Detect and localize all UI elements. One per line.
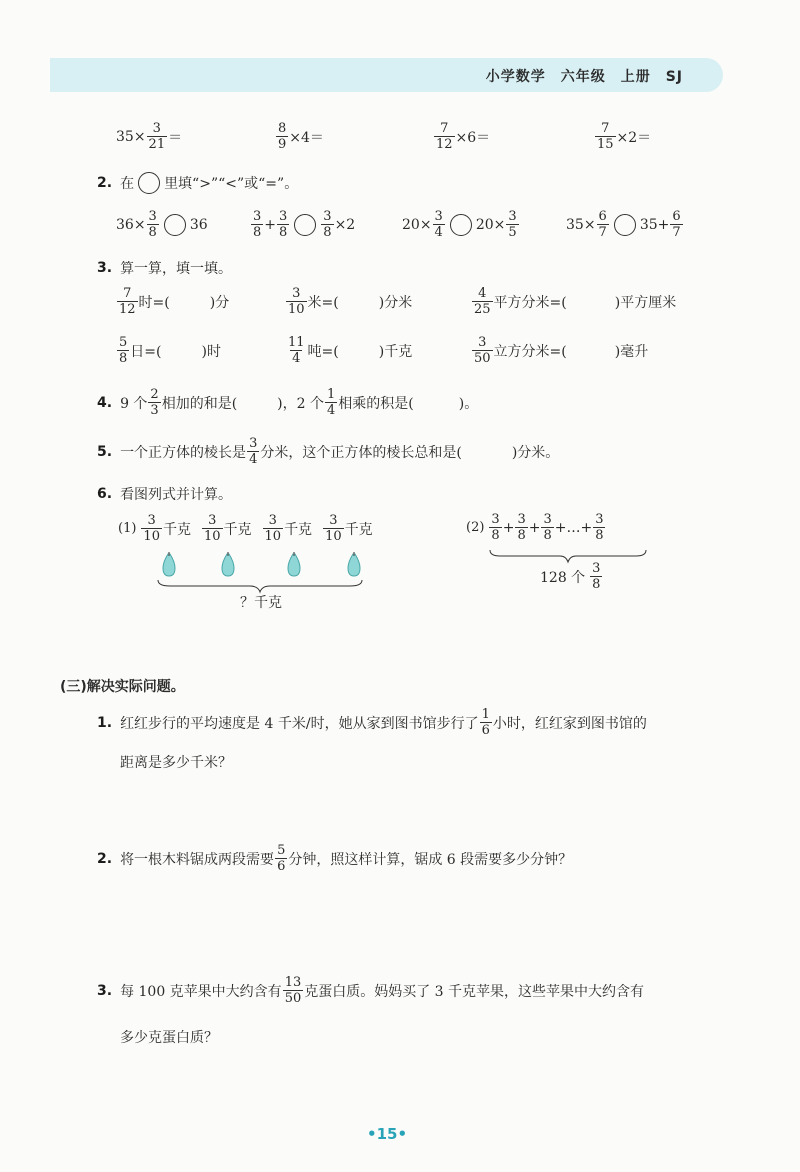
compare-circle[interactable] bbox=[164, 214, 186, 236]
denominator: 7 bbox=[598, 225, 607, 240]
question-number: 2. bbox=[97, 850, 113, 867]
denominator: 10 bbox=[143, 529, 160, 544]
q4-text-3: )，2 个 bbox=[277, 395, 324, 412]
compare-right: 36 bbox=[189, 216, 208, 233]
q6-part2-count bbox=[540, 562, 603, 591]
q4-text-5: )。 bbox=[458, 395, 479, 412]
pear-icon bbox=[163, 552, 175, 576]
fraction bbox=[593, 513, 605, 542]
fraction bbox=[434, 122, 455, 151]
denominator: 10 bbox=[325, 529, 342, 544]
q4-text-1: 9 个 bbox=[120, 395, 148, 412]
q2-text-post: 里填“>”“<”或“=”。 bbox=[164, 176, 299, 192]
total-label: ？千克 bbox=[240, 595, 282, 611]
fraction bbox=[286, 287, 307, 316]
fraction bbox=[283, 976, 304, 1005]
numerator: 1 bbox=[327, 387, 336, 402]
fraction bbox=[275, 844, 287, 873]
numerator: 13 bbox=[284, 975, 302, 990]
compare-item bbox=[250, 210, 355, 239]
numerator: 3 bbox=[147, 513, 156, 528]
question-number: 2. bbox=[97, 175, 113, 191]
numerator: 3 bbox=[253, 209, 262, 224]
denominator: 8 bbox=[517, 528, 526, 543]
calc-2-suffix: ×4＝ bbox=[289, 129, 324, 146]
question-6-title bbox=[97, 484, 232, 504]
header-text: 小学数学 六年级 上册 SJ bbox=[485, 69, 683, 85]
calc-row bbox=[116, 122, 182, 151]
page-number: •15• bbox=[367, 1125, 408, 1143]
q4-text-2: 相加的和是( bbox=[161, 395, 238, 412]
unit-left: 平方分米=( bbox=[493, 294, 567, 311]
fraction bbox=[670, 210, 682, 239]
question-3-title bbox=[97, 258, 232, 278]
compare-item bbox=[402, 210, 520, 239]
unit-label: 千克 bbox=[223, 521, 252, 538]
p1-text-1: 红红步行的平均速度是 4 千米/时，她从家到图书馆步行了 bbox=[120, 715, 479, 732]
denominator: 4 bbox=[292, 351, 301, 366]
q6-part1-labels bbox=[118, 514, 373, 543]
plus-sign: + bbox=[264, 216, 277, 233]
denominator: 50 bbox=[284, 991, 302, 1006]
calc-3-suffix: ×6＝ bbox=[455, 129, 491, 146]
denominator: 21 bbox=[148, 137, 166, 152]
numerator: 3 bbox=[592, 561, 601, 576]
question-number: 6. bbox=[97, 486, 113, 502]
unit-left: 立方分米=( bbox=[493, 343, 567, 360]
conversion-item bbox=[116, 287, 229, 316]
problem-2 bbox=[97, 844, 572, 873]
denominator: 15 bbox=[597, 137, 614, 152]
unit-label: 千克 bbox=[162, 521, 191, 538]
conversion-item bbox=[116, 336, 221, 365]
p3-text-3: 多少克蛋白质？ bbox=[120, 1030, 218, 1046]
fraction bbox=[148, 388, 160, 417]
denominator: 8 bbox=[253, 225, 262, 240]
unit-right: )分 bbox=[209, 294, 230, 311]
p3-text-2: 克蛋白质。妈妈买了 3 千克苹果，这些苹果中大约含有 bbox=[304, 983, 645, 1000]
p3-text-1: 每 100 克苹果中大约含有 bbox=[120, 983, 282, 1000]
denominator: 8 bbox=[491, 528, 500, 543]
unit-label: 千克 bbox=[284, 521, 313, 538]
q5-text-1: 一个正方体的棱长是 bbox=[120, 444, 247, 461]
section-title: (三)解决实际问题。 bbox=[60, 679, 185, 695]
part-label: (1) bbox=[118, 521, 137, 536]
numerator: 7 bbox=[601, 121, 610, 136]
fraction bbox=[277, 210, 289, 239]
denominator: 3 bbox=[150, 403, 159, 418]
q5-text-3: )分米。 bbox=[511, 444, 560, 461]
fraction bbox=[251, 210, 263, 239]
numerator: 3 bbox=[148, 209, 157, 224]
fraction bbox=[472, 287, 493, 316]
conversion-item bbox=[471, 287, 676, 316]
denominator: 8 bbox=[595, 528, 604, 543]
part-label: (2) bbox=[466, 520, 485, 535]
pear-icon bbox=[348, 552, 360, 576]
p2-text-1: 将一根木料锯成两段需要 bbox=[120, 851, 275, 868]
denominator: 6 bbox=[481, 723, 490, 738]
unit-right: )毫升 bbox=[614, 343, 649, 360]
compare-item bbox=[566, 210, 684, 239]
numerator: 3 bbox=[491, 512, 500, 527]
problem-3-line-1 bbox=[97, 976, 644, 1005]
compare-item bbox=[116, 210, 208, 239]
calc-4-suffix: ×2＝ bbox=[616, 129, 652, 146]
calc-row bbox=[594, 122, 651, 151]
denominator: 10 bbox=[203, 529, 221, 544]
fraction bbox=[323, 514, 344, 543]
conversion-item bbox=[285, 287, 412, 316]
fraction bbox=[597, 210, 609, 239]
question-number: 3. bbox=[97, 260, 113, 276]
fraction bbox=[276, 122, 288, 151]
calc-1-prefix: 35× bbox=[116, 128, 146, 145]
numerator: 5 bbox=[119, 335, 128, 350]
compare-left: 20× bbox=[402, 216, 432, 233]
p2-text-2: 分钟，照这样计算，锯成 6 段需要多少分钟？ bbox=[288, 851, 573, 868]
denominator: 5 bbox=[508, 225, 517, 240]
question-2-title bbox=[97, 172, 298, 194]
numerator: 3 bbox=[279, 209, 288, 224]
count-label: 128 个 bbox=[540, 569, 586, 586]
compare-right: 35+ bbox=[639, 216, 670, 233]
conversion-item bbox=[471, 336, 648, 365]
numerator: 7 bbox=[440, 121, 449, 136]
question-number: 1. bbox=[97, 714, 113, 731]
unit-right: )千克 bbox=[378, 343, 413, 360]
fraction bbox=[141, 514, 162, 543]
unit-left: 日=( bbox=[130, 343, 162, 360]
plus-sign: + bbox=[528, 519, 541, 536]
question-number: 3. bbox=[97, 982, 113, 999]
q2-text-pre: 在 bbox=[120, 176, 135, 192]
denominator: 8 bbox=[543, 528, 552, 543]
q6-part2-expression bbox=[466, 513, 606, 542]
numerator: 11 bbox=[288, 335, 305, 350]
fraction bbox=[321, 210, 333, 239]
numerator: 3 bbox=[517, 512, 526, 527]
unit-right: )分米 bbox=[378, 294, 413, 311]
numerator: 8 bbox=[278, 121, 287, 136]
fraction bbox=[202, 514, 223, 543]
numerator: 3 bbox=[434, 209, 443, 224]
fraction bbox=[590, 562, 602, 591]
denominator: 9 bbox=[278, 137, 287, 152]
fraction bbox=[117, 336, 129, 365]
numerator: 3 bbox=[268, 513, 277, 528]
unit-label: 千克 bbox=[344, 521, 373, 538]
fraction bbox=[541, 513, 553, 542]
denominator: 6 bbox=[277, 859, 286, 874]
problem-1-line-2 bbox=[120, 752, 232, 772]
denominator: 10 bbox=[264, 529, 282, 544]
calc-row bbox=[433, 122, 490, 151]
compare-circle[interactable] bbox=[614, 214, 636, 236]
compare-left: 35× bbox=[566, 216, 596, 233]
q3-text: 算一算，填一填。 bbox=[120, 261, 233, 277]
numerator: 3 bbox=[152, 121, 161, 136]
unit-right: )平方厘米 bbox=[614, 294, 677, 311]
fraction bbox=[480, 708, 492, 737]
numerator: 3 bbox=[329, 513, 338, 528]
fraction bbox=[506, 210, 518, 239]
q5-text-2: 分米，这个正方体的棱长总和是( bbox=[260, 444, 462, 461]
numerator: 7 bbox=[123, 286, 132, 301]
unit-right: )时 bbox=[201, 343, 221, 360]
denominator: 8 bbox=[148, 225, 157, 240]
numerator: 3 bbox=[543, 512, 552, 527]
numerator: 3 bbox=[323, 209, 332, 224]
numerator: 3 bbox=[249, 436, 258, 451]
unit-left: 米=( bbox=[307, 294, 339, 311]
unit-left: 吨=( bbox=[307, 343, 339, 360]
numerator: 6 bbox=[672, 209, 681, 224]
question-number: 4. bbox=[97, 394, 113, 411]
fraction bbox=[433, 210, 445, 239]
fraction bbox=[263, 514, 284, 543]
compare-right: ×2 bbox=[334, 216, 356, 233]
denominator: 10 bbox=[288, 302, 305, 317]
denominator: 25 bbox=[474, 302, 491, 317]
p1-text-2: 小时，红红家到图书馆的 bbox=[492, 715, 647, 732]
section-3-title bbox=[60, 676, 185, 696]
numerator: 6 bbox=[598, 209, 607, 224]
fraction bbox=[147, 210, 159, 239]
plus-sign: + bbox=[502, 519, 515, 536]
denominator: 4 bbox=[327, 403, 336, 418]
plus-sign: + bbox=[554, 519, 567, 536]
calc-1-suffix: ＝ bbox=[168, 129, 183, 146]
fraction bbox=[472, 336, 493, 365]
denominator: 12 bbox=[119, 302, 136, 317]
compare-right: 20× bbox=[475, 216, 506, 233]
fraction bbox=[247, 437, 259, 466]
fraction bbox=[117, 287, 138, 316]
conversion-item bbox=[285, 336, 412, 365]
compare-circle[interactable] bbox=[294, 214, 316, 236]
pear-icon bbox=[222, 552, 234, 576]
fraction bbox=[286, 336, 307, 365]
denominator: 8 bbox=[279, 225, 288, 240]
numerator: 3 bbox=[292, 286, 301, 301]
fraction bbox=[515, 513, 527, 542]
denominator: 12 bbox=[436, 137, 453, 152]
denominator: 4 bbox=[249, 452, 258, 467]
problem-3-line-2 bbox=[120, 1027, 218, 1047]
denominator: 4 bbox=[434, 225, 443, 240]
compare-circle bbox=[138, 172, 160, 194]
unit-left: 时=( bbox=[138, 294, 170, 311]
numerator: 2 bbox=[150, 387, 159, 402]
calc-row bbox=[275, 122, 324, 151]
numerator: 1 bbox=[481, 707, 490, 722]
fraction bbox=[595, 122, 616, 151]
problem-1-line-1 bbox=[97, 708, 647, 737]
q4-text-4: 相乘的积是( bbox=[338, 395, 414, 412]
denominator: 8 bbox=[592, 577, 601, 592]
denominator: 8 bbox=[119, 351, 128, 366]
question-number: 5. bbox=[97, 443, 113, 460]
numerator: 5 bbox=[277, 843, 286, 858]
question-4 bbox=[97, 388, 478, 417]
fraction bbox=[147, 122, 168, 151]
fraction bbox=[325, 388, 337, 417]
question-5 bbox=[97, 437, 559, 466]
compare-circle[interactable] bbox=[450, 214, 472, 236]
denominator: 8 bbox=[323, 225, 332, 240]
denominator: 7 bbox=[672, 225, 681, 240]
plus-sign: + bbox=[580, 519, 593, 536]
numerator: 4 bbox=[478, 286, 487, 301]
denominator: 50 bbox=[474, 351, 491, 366]
pear-icon bbox=[288, 552, 300, 576]
compare-left: 36× bbox=[116, 216, 146, 233]
numerator: 3 bbox=[595, 512, 604, 527]
ellipsis: … bbox=[566, 519, 581, 536]
brace bbox=[158, 580, 362, 592]
fraction bbox=[489, 513, 501, 542]
pear-total bbox=[240, 592, 282, 612]
header-bar bbox=[50, 58, 723, 92]
p1-text-3: 距离是多少千米？ bbox=[120, 755, 232, 771]
numerator: 3 bbox=[478, 335, 487, 350]
q6-text: 看图列式并计算。 bbox=[120, 487, 233, 503]
numerator: 3 bbox=[208, 513, 217, 528]
numerator: 3 bbox=[508, 209, 517, 224]
